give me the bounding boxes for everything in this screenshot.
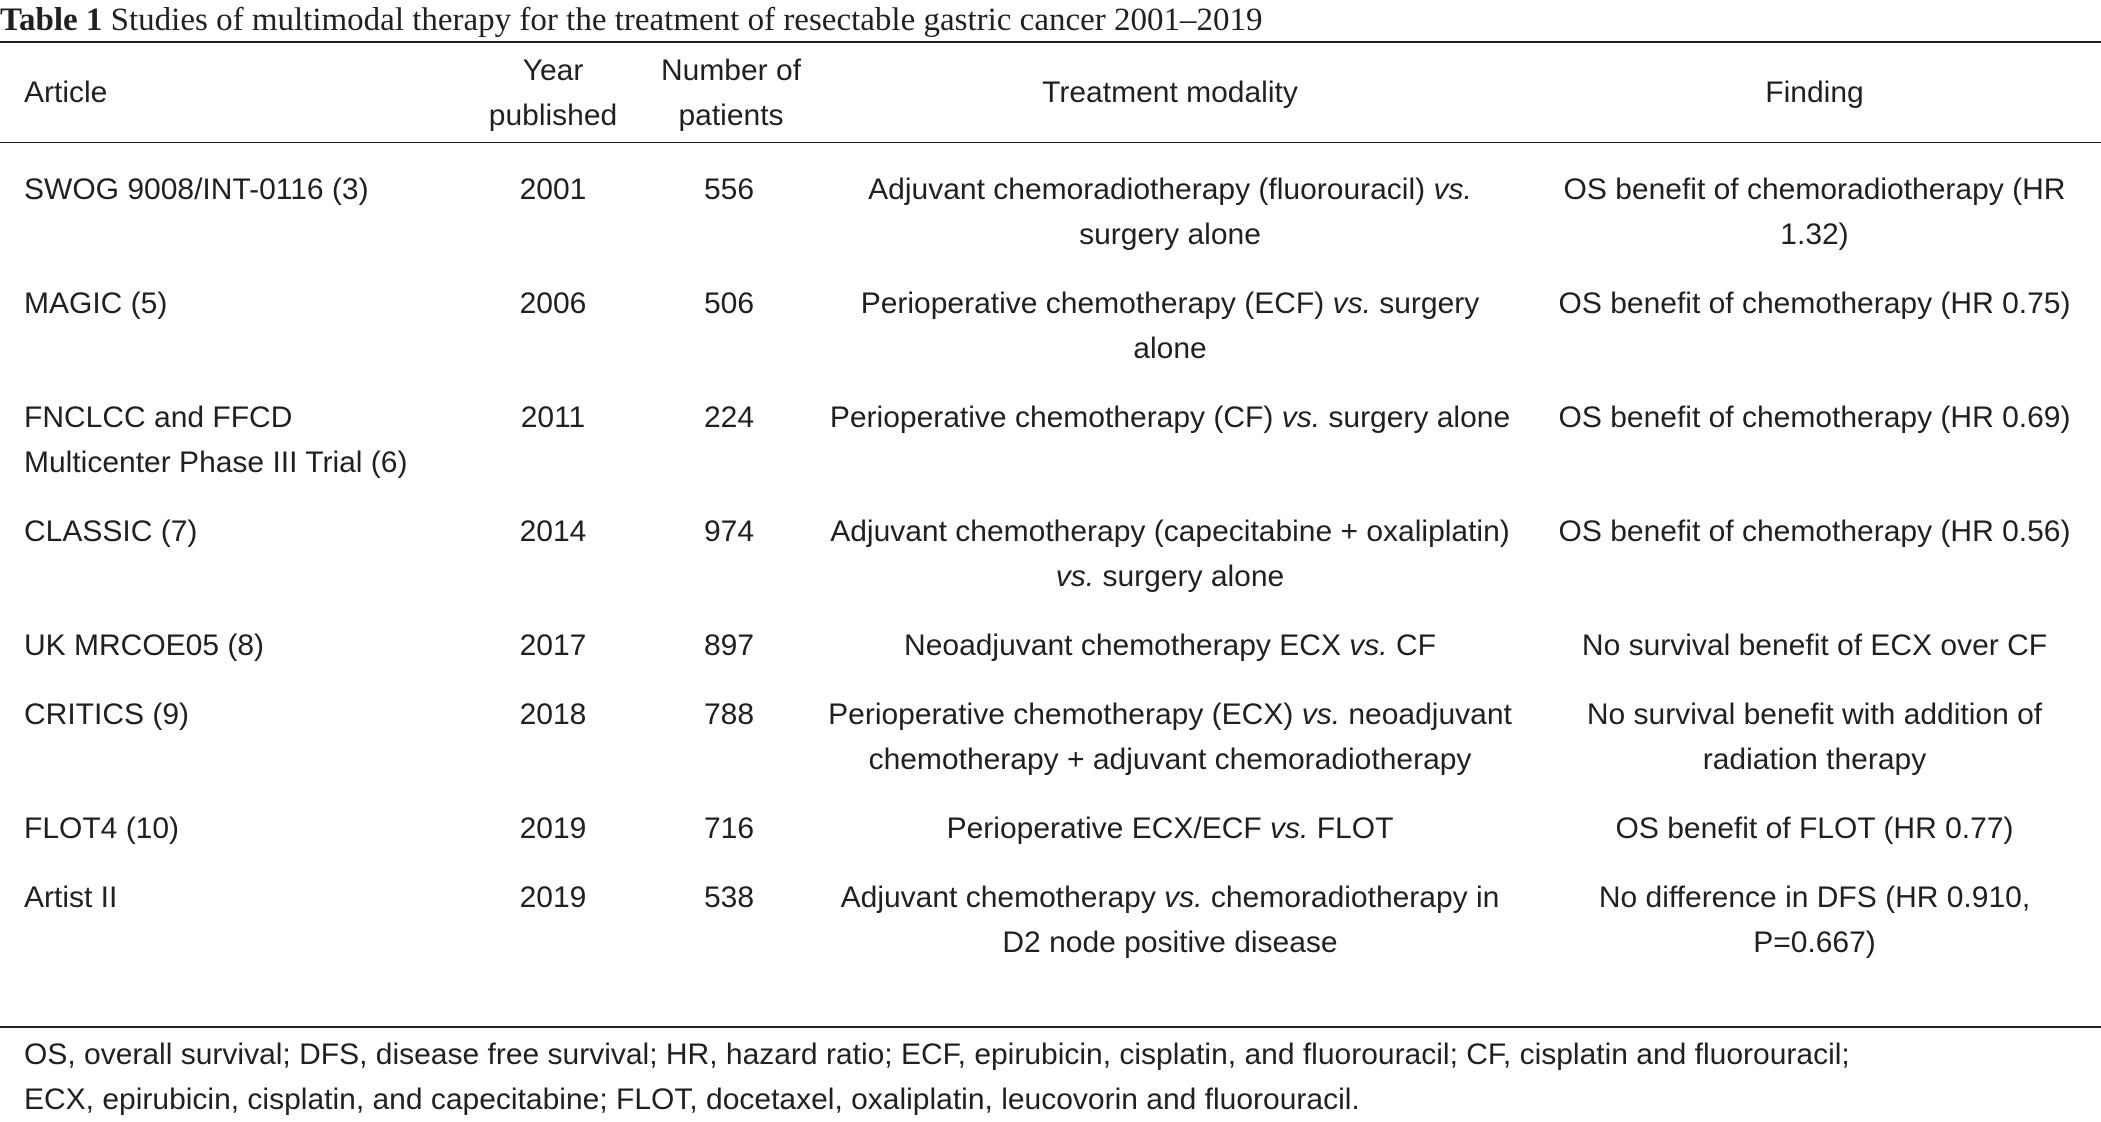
cell-treatment-text [825,623,1515,668]
cell-article [0,692,460,806]
cell-year: 2006 [519,287,587,320]
cell-year: 2019 [519,812,587,845]
cell-patients: 716 [703,812,755,845]
cell-article [0,806,460,875]
cell-treatment-text [825,281,1515,371]
cell-treatment [812,806,1528,875]
cell-treatment-text [825,395,1515,440]
table-caption-text: Studies of multimodal therapy for the treatment of resectable gastric cancer 2001–2019 [102,2,1263,38]
table-bottom-rule [0,1026,2101,1028]
cell-year: 2017 [519,629,587,662]
header-treatment-modality: Treatment modality [1042,76,1298,109]
cell-finding-text: OS benefit of chemoradiotherapy (HR 1.32) [1563,173,2066,251]
cell-article [0,395,460,509]
table-row [0,692,2101,806]
cell-finding [1528,281,2101,395]
cell-patients: 974 [703,515,755,548]
cell-treatment [812,395,1528,509]
cell-article-text: MAGIC (5) [24,287,168,320]
cell-patients: 506 [703,287,755,320]
table-caption [0,0,1263,40]
cell-treatment [812,692,1528,806]
cell-finding [1528,875,2101,972]
treatment-part: Perioperative chemotherapy (ECF) [860,287,1333,320]
treatment-versus: vs. [1433,173,1472,206]
treatment-versus: vs. [1281,401,1321,434]
table-header-row [0,43,2101,142]
table-row [0,875,2101,972]
cell-article [0,875,460,972]
header-article: Article [24,76,108,109]
cell-finding-text: OS benefit of chemotherapy (HR 0.69) [1558,401,2071,434]
cell-year: 2019 [519,881,587,914]
table-row [0,509,2101,623]
cell-treatment-text [825,167,1515,257]
cell-finding [1528,806,2101,875]
cell-patients: 224 [703,401,755,434]
header-year-published-text: Year published [488,53,618,132]
table-row [0,623,2101,692]
cell-finding [1528,142,2101,281]
cell-finding [1528,509,2101,623]
cell-article-text: FLOT4 (10) [24,812,180,845]
cell-treatment [812,875,1528,972]
cell-year: 2001 [519,173,587,206]
cell-article [0,281,460,395]
treatment-versus: vs. [1349,629,1388,662]
cell-finding-text: OS benefit of chemotherapy (HR 0.75) [1558,287,2071,320]
cell-treatment [812,281,1528,395]
header-number-of-patients [646,43,812,142]
treatment-versus: vs. [1301,698,1341,731]
header-finding: Finding [1765,76,1864,109]
cell-year: 2011 [520,401,586,434]
treatment-versus: vs. [1270,812,1309,845]
table-row [0,395,2101,509]
cell-patients: 897 [703,629,755,662]
table-row [0,806,2101,875]
treatment-part: Perioperative chemotherapy (ECX) [828,698,1302,731]
cell-article-text: FNCLCC and FFCD Multicenter Phase III Trial (6) [24,401,408,479]
cell-treatment-text [825,806,1515,851]
treatment-part: surgery alone [1079,218,1261,251]
cell-article-text: Artist II [24,881,118,914]
cell-patients: 538 [703,881,755,914]
treatment-part: FLOT [1308,812,1394,845]
cell-patients: 788 [703,698,755,731]
table-row [0,142,2101,281]
cell-article [0,509,460,623]
cell-article [0,142,460,281]
cell-treatment [812,623,1528,692]
cell-finding-text: No survival benefit with addition of radiation therapy [1586,698,2043,776]
footnote-line-1: OS, overall survival; DFS, disease free survival; HR, hazard ratio; ECF, epirubicin, cisplatin, and fluorouracil; CF, cisplatin and fluorouracil; [24,1038,1850,1071]
cell-article-text: CRITICS (9) [24,698,189,731]
cell-patients: 556 [703,173,755,206]
table-footnote [24,1032,2084,1122]
treatment-part: Perioperative chemotherapy (CF) [829,401,1282,434]
cell-finding-text: OS benefit of chemotherapy (HR 0.56) [1558,515,2071,548]
treatment-versus: vs. [1332,287,1371,320]
cell-treatment [812,509,1528,623]
table-body [0,142,2101,972]
header-number-of-patients-text: Number of patients [660,53,802,132]
treatment-part: chemoradiotherapy in D2 node positive disease [1002,881,1500,959]
treatment-part: Neoadjuvant chemotherapy ECX [904,629,1350,662]
cell-article-text: CLASSIC (7) [24,515,198,548]
cell-treatment-text [825,875,1515,965]
cell-finding-text: OS benefit of FLOT (HR 0.77) [1615,812,2014,845]
cell-finding [1528,623,2101,692]
cell-finding-text: No survival benefit of ECX over CF [1581,629,2048,662]
cell-finding-text: No difference in DFS (HR 0.910, P=0.667) [1598,881,2031,959]
cell-finding [1528,692,2101,806]
cell-year: 2014 [519,515,587,548]
treatment-part: Adjuvant chemoradiotherapy (fluorouracil) [868,173,1434,206]
cell-finding [1528,395,2101,509]
treatment-part: Adjuvant chemotherapy (capecitabine + oxaliplatin) [830,515,1510,548]
treatment-versus: vs. [1055,560,1095,593]
cell-treatment [812,142,1528,281]
treatment-part: surgery alone [1133,287,1480,365]
cell-article-text: UK MRCOE05 (8) [24,629,265,662]
cell-year: 2018 [519,698,587,731]
cell-treatment-text [825,692,1515,782]
treatment-part: CF [1387,629,1436,662]
cell-article [0,623,460,692]
treatment-part: Perioperative ECX/ECF [946,812,1271,845]
treatment-versus: vs. [1164,881,1203,914]
footnote-line-2: ECX, epirubicin, cisplatin, and capecitabine; FLOT, docetaxel, oxaliplatin, leucovorin and fluorouracil. [24,1083,1360,1116]
cell-treatment-text [825,509,1515,599]
treatment-part: surgery alone [1094,560,1285,593]
table-caption-label: Table 1 [0,2,103,38]
table-row [0,281,2101,395]
header-year-published [460,43,646,142]
treatment-part: surgery alone [1320,401,1511,434]
treatment-part: Adjuvant chemotherapy [840,881,1165,914]
cell-article-text: SWOG 9008/INT-0116 (3) [24,173,369,206]
treatment-part: neoadjuvant chemotherapy + adjuvant chemoradiotherapy [868,698,1512,776]
studies-table [0,43,2101,972]
